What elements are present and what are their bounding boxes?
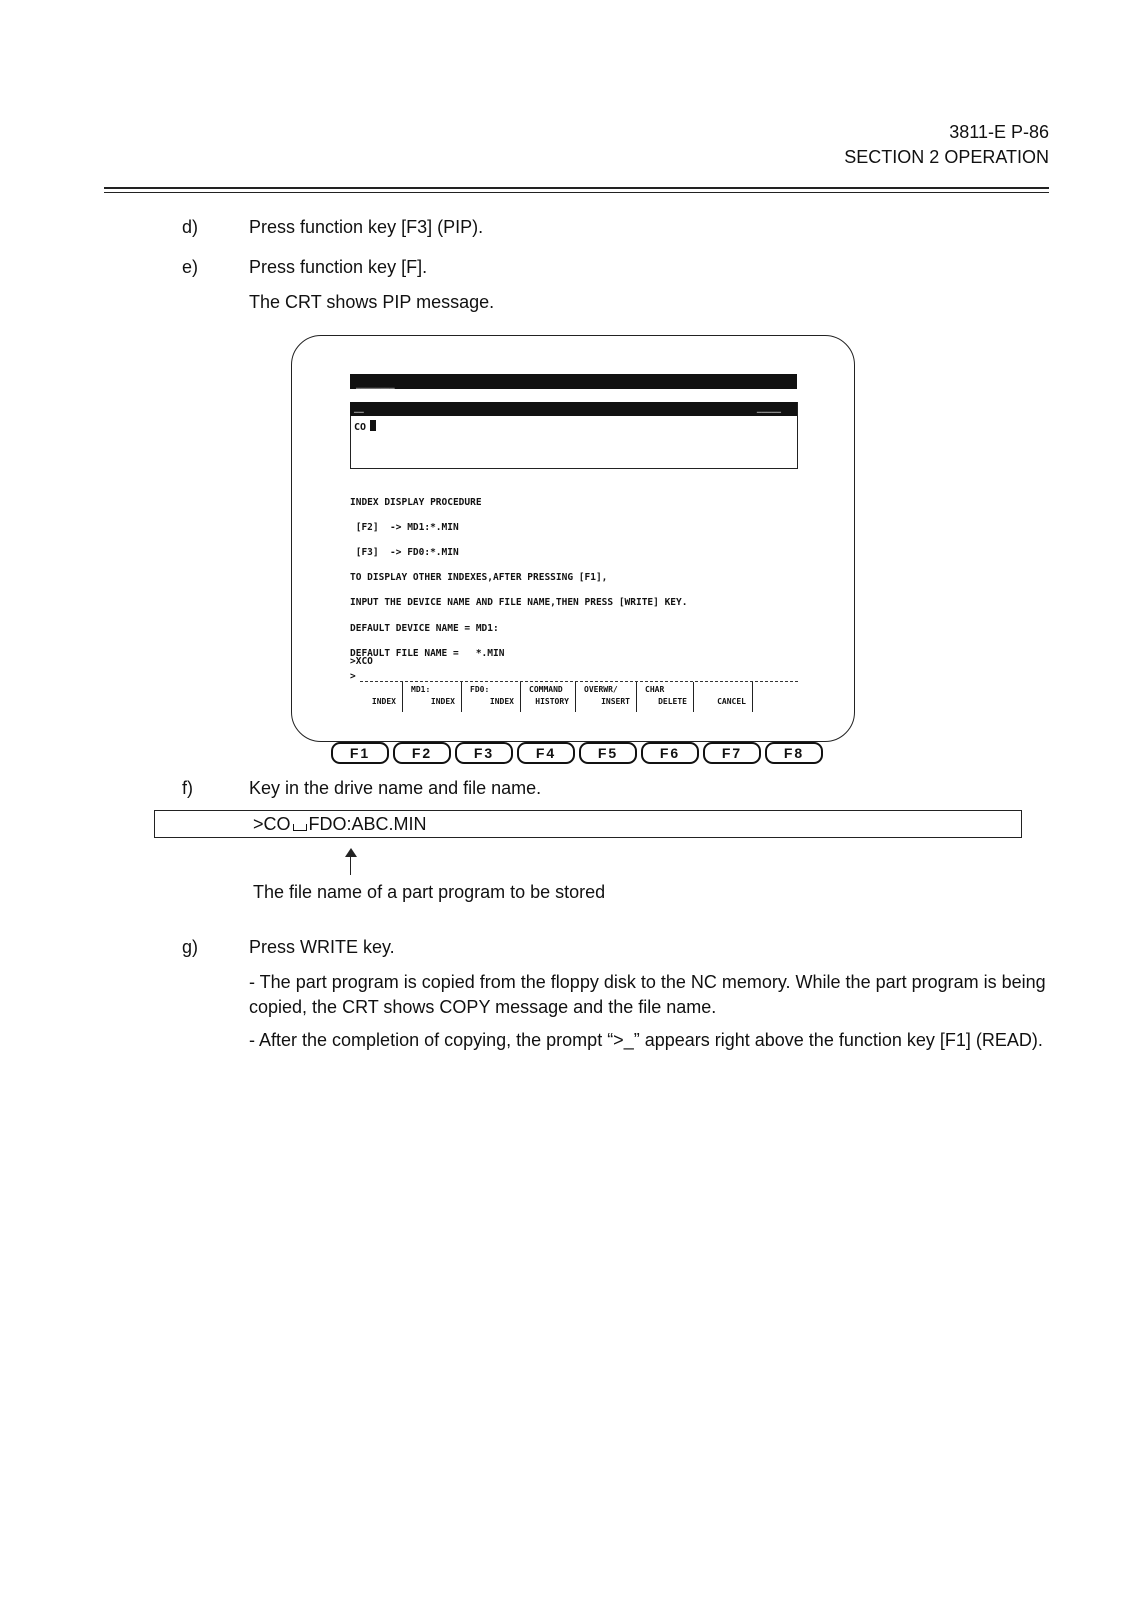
crt-copy-line: CO	[354, 420, 376, 434]
crt-fkey-labels	[350, 682, 803, 712]
crt-line: DEFAULT DEVICE NAME = MD1:	[350, 622, 499, 634]
section-title: SECTION 2 OPERATION	[844, 147, 1049, 167]
crt-fkey-label-7: CANCEL	[694, 682, 753, 712]
function-key-row	[331, 742, 823, 764]
crt-fkey-label-4: COMMAND HISTORY	[521, 682, 576, 712]
arrow-shaft	[350, 855, 351, 875]
step-g-text: Press WRITE key.	[249, 937, 395, 957]
crt-line: [F2] -> MD1:*.MIN	[350, 521, 459, 533]
f4-key[interactable]: F4	[517, 742, 575, 764]
crt-line: INDEX DISPLAY PROCEDURE	[350, 496, 482, 508]
f8-key[interactable]: F8	[765, 742, 823, 764]
crt-fkey-label-3: FD0: INDEX	[462, 682, 521, 712]
f6-key[interactable]: F6	[641, 742, 699, 764]
step-g-label: g)	[182, 937, 199, 957]
crt-fkey-label-1: INDEX	[350, 682, 403, 712]
crt-message	[350, 484, 687, 673]
step-e-subtext: The CRT shows PIP message.	[249, 292, 495, 312]
crt-line: DEFAULT FILE NAME = *.MIN	[350, 647, 505, 659]
crt-prompt-2: >	[350, 671, 356, 682]
crt-line: [F3] -> FD0:*.MIN	[350, 546, 459, 558]
step-f-label: f)	[182, 778, 193, 798]
space-symbol-icon	[293, 824, 307, 831]
crt-fkey-label-5: OVERWR/ INSERT	[576, 682, 637, 712]
cursor-block	[370, 420, 376, 431]
f5-key[interactable]: F5	[579, 742, 637, 764]
step-e-text: Press function key [F].	[249, 257, 428, 277]
header-rule	[104, 187, 1049, 189]
file-name-note: The file name of a part program to be stored	[253, 882, 606, 902]
step-f-text: Key in the drive name and file name.	[249, 778, 542, 798]
step-d-label: d)	[182, 217, 199, 237]
crt-fkey-label-2: MD1: INDEX	[403, 682, 462, 712]
crt-line: INPUT THE DEVICE NAME AND FILE NAME,THEN PRESS [WRITE] KEY.	[350, 597, 688, 609]
crt-pip-bar: ▁▁ ▁▁▁▁▁	[350, 402, 797, 416]
crt-line: TO DISPLAY OTHER INDEXES,AFTER PRESSING [F1],	[350, 572, 608, 584]
crt-prompt-1: >XCO	[350, 656, 373, 667]
f7-key[interactable]: F7	[703, 742, 761, 764]
f2-key[interactable]: F2	[393, 742, 451, 764]
f3-key[interactable]: F3	[455, 742, 513, 764]
arrow-up-icon	[345, 848, 357, 857]
page-ref: 3811-E P-86	[949, 122, 1049, 142]
f1-key[interactable]: F1	[331, 742, 389, 764]
bullet-2: - After the completion of copying, the prompt “>_” appears right above the function key [F1] (READ).	[249, 1030, 1043, 1050]
step-d-text: Press function key [F3] (PIP).	[249, 217, 484, 237]
crt-fkey-label-8	[753, 682, 803, 712]
header-rule-thin	[104, 192, 1049, 193]
step-e-label: e)	[182, 257, 199, 277]
crt-title-bar: ▁▁▁▁▁▁▁▁	[350, 374, 797, 389]
bullet-1: - The part program is copied from the floppy disk to the NC memory. While the part program is being copied, the CRT shows COPY message and the file name.	[249, 972, 1046, 1017]
input-example: >CO FDO:ABC.MIN	[253, 814, 427, 834]
crt-fkey-label-6: CHAR DELETE	[637, 682, 694, 712]
